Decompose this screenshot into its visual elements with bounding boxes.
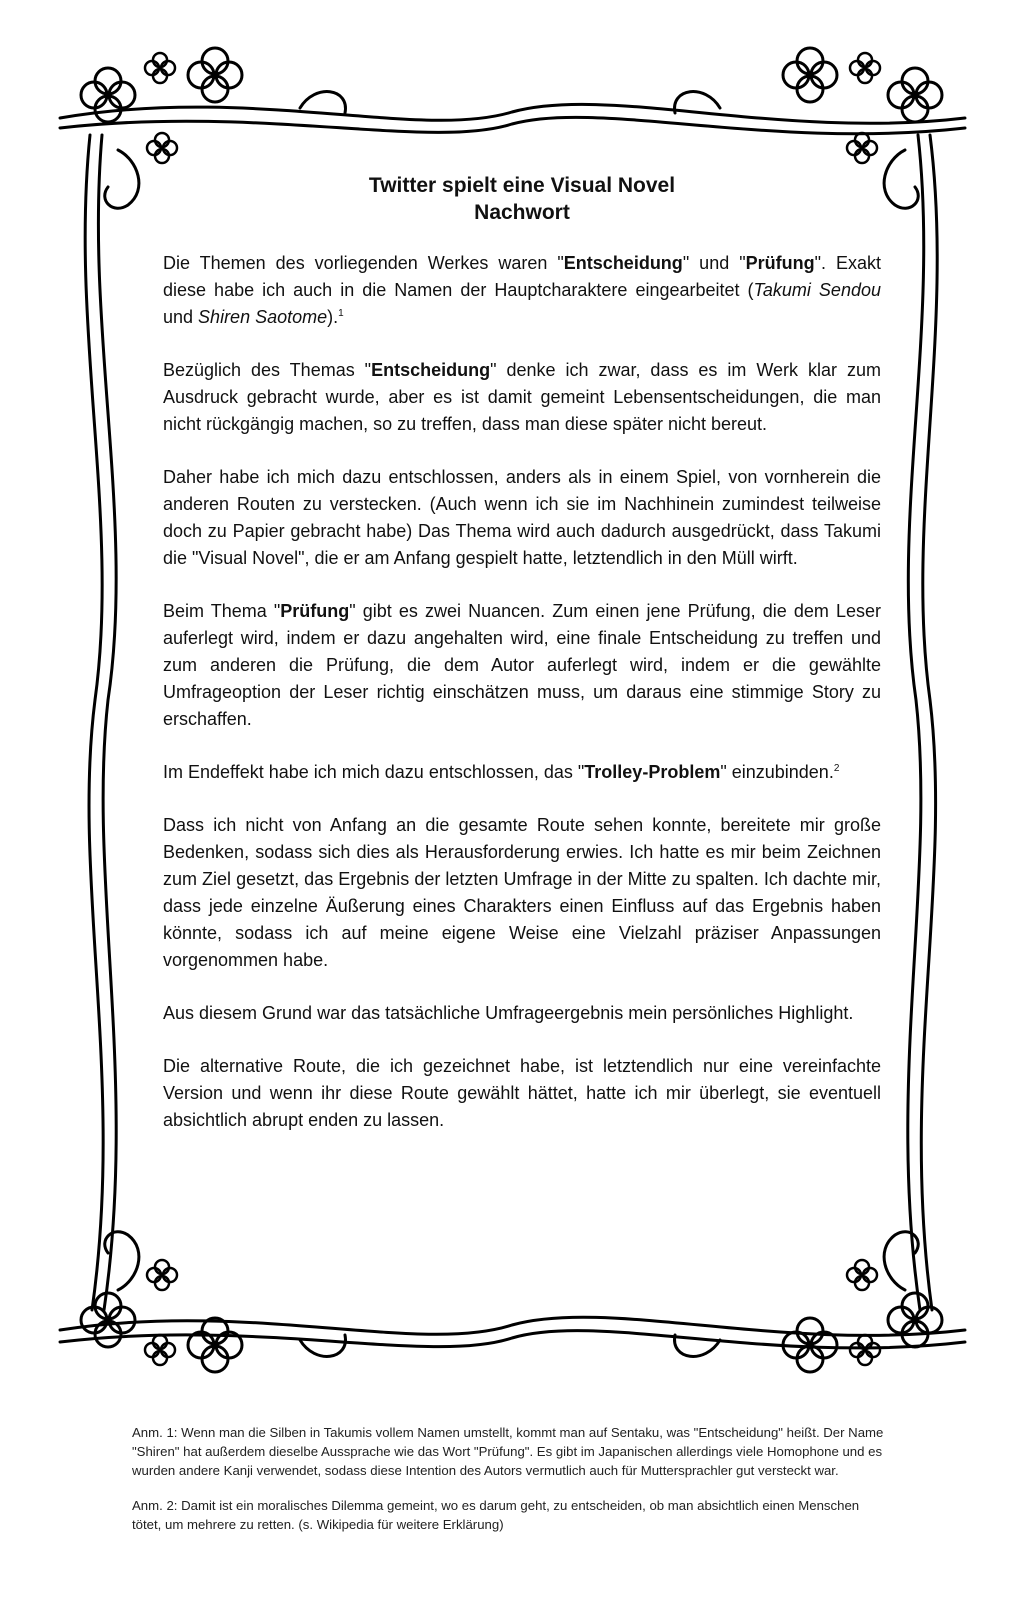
text-run: und <box>163 307 199 327</box>
text-run: " und " <box>682 253 746 273</box>
character-name: Takumi Sendou <box>753 280 881 300</box>
text-run: Bezüglich des Themas " <box>163 360 372 380</box>
title-line-2: Nachwort <box>474 201 570 224</box>
emphasis-term: Entscheidung <box>371 360 491 380</box>
text-run: Dass ich nicht von Anfang an die gesamte Route sehen konnte, bereitete mir große Bedenken, sodass sich dies als Herausforderung erwies. Ich hatte es mir beim Zeichnen zum Ziel gesetzt, das Ergebnis der letzten Umfrage in der Mitte zu spalten. Ich dachte mir, dass jede einzelne Äußerung eines Charakters einen Einfluss auf das Ergebnis haben könnte, sodass ich auf meine eigene Weise eine Vielzahl präziser Anpassungen vorgenommen habe. <box>163 815 881 970</box>
paragraph <box>163 464 881 572</box>
paragraph <box>163 357 881 438</box>
footnote-marker: 1 <box>338 308 344 319</box>
paragraph <box>163 1000 881 1027</box>
page-title <box>163 172 881 226</box>
paragraph <box>163 1053 881 1134</box>
title-line-1: Twitter spielt eine Visual Novel <box>368 174 676 197</box>
emphasis-term: Prüfung <box>280 601 350 621</box>
footnotes <box>132 1423 892 1550</box>
emphasis-term: Entscheidung <box>563 253 683 273</box>
text-run: " denke ich zwar, dass es im Werk klar zum Ausdruck gebracht wurde, aber es ist damit gemeint Lebensentscheidungen, die man nicht rückgängig machen, so zu treffen, dass man diese später nicht bereut. <box>163 360 881 434</box>
text-run: Die alternative Route, die ich gezeichnet habe, ist letztendlich nur eine vereinfachte Version und wenn ihr diese Route gewählt hättet, hatte ich mir überlegt, sie eventuell absichtlich abrupt enden zu lassen. <box>163 1056 881 1130</box>
afterword-content <box>163 172 881 1160</box>
paragraph <box>163 759 881 786</box>
text-run: " gibt es zwei Nuancen. Zum einen jene Prüfung, die dem Leser auferlegt wird, indem er dazu angehalten wird, eine finale Entscheidung zu treffen und zum anderen die Prüfung, die dem Autor auferlegt wird, indem er die gewählte Umfrageoption der Leser richtig einschätzen muss, um daraus eine stimmige Story zu erschaffen. <box>163 601 881 729</box>
text-run: Im Endeffekt habe ich mich dazu entschlossen, das " <box>163 762 585 782</box>
text-run: " einzubinden. <box>720 762 834 782</box>
paragraph <box>163 812 881 974</box>
footnote-1: Anm. 1: Wenn man die Silben in Takumis vollem Namen umstellt, kommt man auf Sentaku, was "Entscheidung" heißt. Der Name "Shiren" hat außerdem dieselbe Aussprache wie das Wort "Prüfung". Es gibt im Japanischen allerdings viele Homophone und es wurden andere Kanji verwendet, sodass diese Intention des Autors vermutlich auch für Muttersprachler gut versteckt war. <box>132 1425 884 1478</box>
paragraph <box>163 598 881 733</box>
text-run: ). <box>327 307 339 327</box>
emphasis-term: Prüfung <box>745 253 815 273</box>
text-run: ". Exakt diese habe ich auch in die Namen der Hauptcharaktere eingearbeitet ( <box>163 253 881 300</box>
text-run: Beim Thema " <box>163 601 281 621</box>
paragraph <box>163 250 881 331</box>
body-text <box>163 250 881 1134</box>
text-run: Daher habe ich mich dazu entschlossen, anders als in einem Spiel, von vornherein die anderen Routen zu verstecken. (Auch wenn ich sie im Nachhinein zumindest teilweise doch zu Papier gebracht habe) Das Thema wird auch dadurch ausgedrückt, dass Takumi die "Visual Novel", die er am Anfang gespielt hatte, letztendlich in den Müll wirft. <box>163 467 881 568</box>
text-run: Die Themen des vorliegenden Werkes waren " <box>163 253 564 273</box>
emphasis-term: Trolley-Problem <box>584 762 721 782</box>
footnote-marker: 2 <box>833 763 840 774</box>
footnote-2: Anm. 2: Damit ist ein moralisches Dilemma gemeint, wo es darum geht, zu entscheiden, ob man absichtlich einen Menschen tötet, um mehrere zu retten. (s. Wikipedia für weitere Erklärung) <box>132 1498 860 1532</box>
character-name: Shiren Saotome <box>198 307 328 327</box>
text-run: Aus diesem Grund war das tatsächliche Umfrageergebnis mein persönliches Highlight. <box>163 1003 854 1023</box>
